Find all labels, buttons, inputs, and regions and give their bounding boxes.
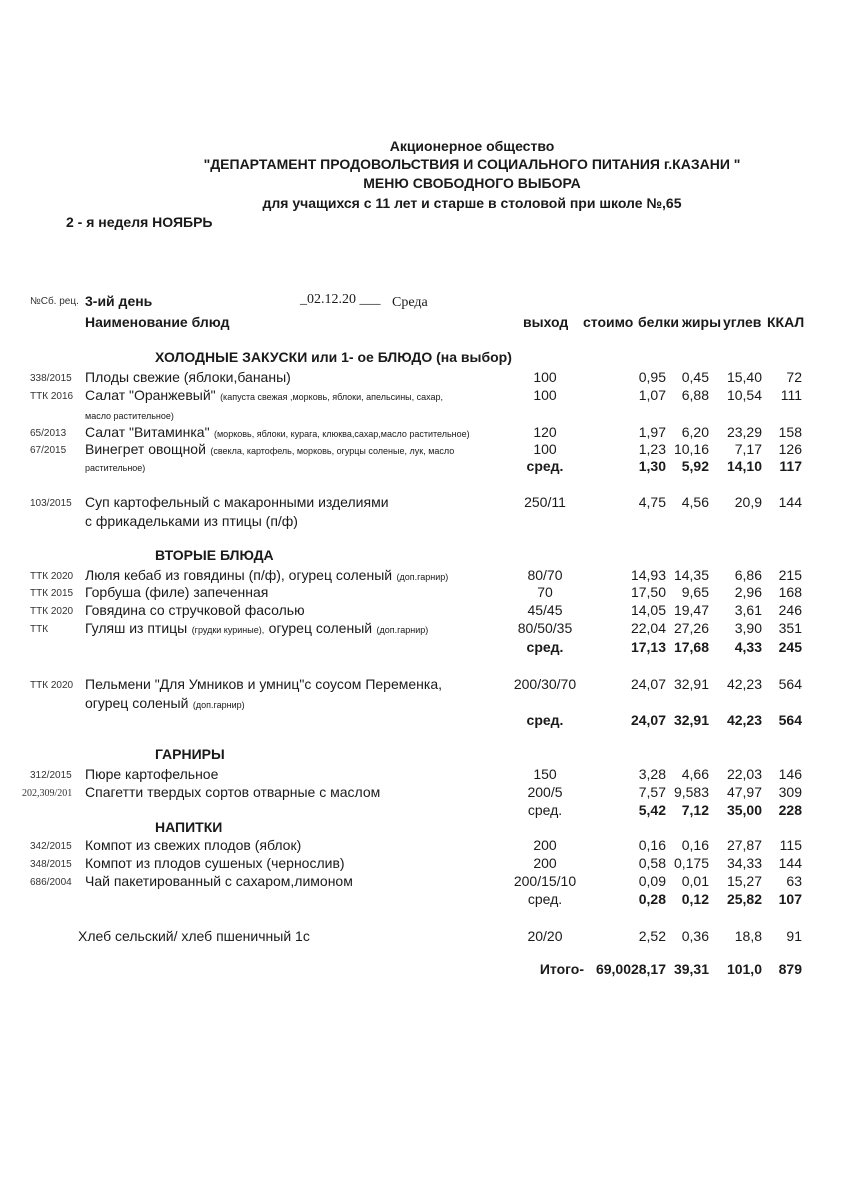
dish-output: 100: [533, 441, 557, 457]
org-name: "ДЕПАРТАМЕНТ ПРОДОВОЛЬСТВИЯ И СОЦИАЛЬНОГО ПИТАНИЯ г.КАЗАНИ ": [203, 156, 741, 172]
dish-output: 100: [533, 387, 557, 403]
recipe-code: 65/2013: [30, 428, 67, 439]
dish-output: 250/11: [524, 494, 566, 510]
dish-name-cont: с фрикадельками из птицы (п/ф): [85, 513, 298, 529]
dish-protein: 14,05: [630, 602, 666, 618]
dish-kcal: 215: [778, 567, 802, 583]
dish-fat: 6,88: [681, 387, 709, 403]
col-kcal: ККАЛ: [767, 314, 805, 330]
dish-note: (доп.гарнир): [192, 700, 245, 710]
avg-protein: 5,42: [638, 802, 666, 818]
menu-subtitle: для учащихся с 11 лет и старше в столовой при школе №,65: [262, 195, 682, 211]
dish-output: 200/15/10: [513, 873, 577, 889]
recipe-code: 312/2015: [30, 770, 72, 781]
section-cold-appetizers: ХОЛОДНЫЕ ЗАКУСКИ или 1- ое БЛЮДО (на выбор): [155, 349, 512, 365]
dish-name: Пюре картофельное: [85, 766, 219, 782]
dish-protein: 1,97: [638, 424, 666, 440]
avg-fat: 7,12: [681, 802, 709, 818]
col-fat: жиры: [682, 314, 722, 330]
avg-kcal: 117: [779, 458, 802, 474]
dish-note: (доп.гарнир): [396, 572, 449, 582]
dish-output: 45/45: [527, 602, 563, 618]
dish-kcal: 564: [778, 676, 802, 692]
recipe-code: 338/2015: [30, 373, 72, 384]
dish-carbs: 15,40: [726, 369, 762, 385]
dish-protein: 7,57: [638, 784, 666, 800]
dish-ingredients: (морковь, яблоки, курага, клюква,сахар,масло растительное): [214, 429, 470, 439]
dish-name: Горбуша (филе) запеченная: [85, 584, 269, 600]
dish-protein: 2,52: [638, 928, 666, 944]
dish-fat: 9,65: [681, 584, 709, 600]
dish-fat: 4,56: [681, 494, 709, 510]
total-fat: 39,31: [673, 961, 709, 977]
dish-name: Салат "Витаминка": [85, 424, 210, 440]
recipe-code: 67/2015: [30, 445, 67, 456]
dish-name-cont: огурец соленый: [85, 695, 189, 711]
dish-protein: 0,95: [638, 369, 666, 385]
avg-protein: 0,28: [638, 891, 666, 907]
dish-carbs: 3,90: [734, 620, 762, 636]
avg-kcal: 107: [778, 891, 802, 907]
dish-ingredients: (капуста свежая ,морковь, яблоки, апельсины, сахар,: [220, 392, 444, 402]
recipe-code: 348/2015: [30, 859, 72, 870]
dish-name: Компот из свежих плодов (яблок): [85, 837, 302, 853]
dish-name: Хлеб сельский/ хлеб пшеничный 1с: [78, 928, 310, 944]
dish-kcal: 115: [779, 837, 802, 853]
dish-protein: 1,07: [638, 387, 666, 403]
recipe-code: 202,309/201: [22, 788, 73, 799]
recipe-code: 342/2015: [30, 841, 72, 852]
dish-fat: 0,45: [681, 369, 709, 385]
section-main-courses: ВТОРЫЕ БЛЮДА: [155, 547, 274, 563]
dish-output: 200: [533, 855, 557, 871]
dish-carbs: 27,87: [726, 837, 762, 853]
dish-name-row: [85, 387, 443, 405]
dish-kcal: 158: [778, 424, 802, 440]
total-protein: 28,17: [630, 961, 666, 977]
dish-name-row: [85, 424, 470, 442]
avg-label: сред.: [526, 458, 564, 474]
avg-label: сред.: [527, 802, 563, 818]
avg-kcal: 228: [778, 802, 802, 818]
dish-kcal: 351: [778, 620, 802, 636]
dish-output: 150: [533, 766, 557, 782]
avg-label: сред.: [526, 712, 564, 728]
col-carbs: углев: [723, 314, 762, 330]
dish-carbs: 15,27: [726, 873, 762, 889]
recipe-code: ТТК 2015: [30, 588, 74, 599]
dish-output: 200/30/70: [513, 676, 577, 692]
avg-fat: 17,68: [673, 639, 709, 655]
total-label: Итого-: [539, 961, 584, 977]
dish-carbs: 34,33: [726, 855, 762, 871]
dish-ingredients-cont: масло растительное): [85, 411, 174, 421]
avg-carbs: 4,33: [734, 639, 762, 655]
dish-name: Салат "Оранжевый": [85, 387, 216, 403]
dish-output: 80/70: [527, 567, 563, 583]
section-drinks: НАПИТКИ: [155, 819, 223, 835]
dish-kcal: 91: [786, 928, 802, 944]
dish-fat: 0,01: [681, 873, 709, 889]
org-type: Акционерное общество: [389, 138, 555, 154]
dish-protein: 1,23: [638, 441, 666, 457]
avg-carbs: 25,82: [726, 891, 762, 907]
dish-name: Плоды свежие (яблоки,бананы): [85, 369, 291, 385]
dish-kcal: 168: [778, 584, 802, 600]
dish-name: Говядина со стручковой фасолью: [85, 602, 305, 618]
dish-output: 200: [533, 837, 557, 853]
dish-fat: 14,35: [673, 567, 709, 583]
dish-name-row: [85, 620, 428, 638]
dish-kcal: 72: [786, 369, 802, 385]
dish-carbs: 2,96: [734, 584, 762, 600]
dish-name: Люля кебаб из говядины (п/ф), огурец соленый: [85, 567, 393, 583]
dish-fat: 0,16: [681, 837, 709, 853]
avg-label: сред.: [526, 639, 564, 655]
col-protein: белки: [638, 314, 679, 330]
dish-name-part: огурец соленый: [268, 620, 373, 636]
dish-name-row: [85, 441, 454, 459]
dish-name: Суп картофельный с макаронными изделиями: [85, 494, 389, 510]
dish-protein: 3,28: [638, 766, 666, 782]
avg-carbs: 35,00: [726, 802, 762, 818]
avg-carbs: 42,23: [726, 712, 762, 728]
dish-kcal: 144: [778, 855, 802, 871]
dish-kcal: 111: [780, 387, 802, 403]
avg-kcal: 245: [778, 639, 802, 655]
dish-fat: 6,20: [681, 424, 709, 440]
dish-kcal: 146: [778, 766, 802, 782]
dish-fat: 4,66: [681, 766, 709, 782]
avg-fat: 5,92: [681, 458, 709, 474]
dish-kcal: 144: [778, 494, 802, 510]
col-cost: стоимо: [583, 314, 634, 330]
col-name: Наименование блюд: [85, 314, 230, 330]
avg-fat: 32,91: [673, 712, 709, 728]
recipe-number-label: №Сб. рец.: [30, 296, 79, 307]
dish-fat: 0,36: [681, 928, 709, 944]
dish-protein: 0,58: [638, 855, 666, 871]
recipe-code: ТТК 2020: [30, 571, 74, 582]
total-carbs: 101,0: [726, 961, 762, 977]
dish-name-row: [85, 567, 448, 585]
dish-protein: 17,50: [630, 584, 666, 600]
dish-protein: 22,04: [630, 620, 666, 636]
dish-carbs: 7,17: [734, 441, 762, 457]
recipe-code: ТТК 2020: [30, 680, 74, 691]
dish-output: 120: [533, 424, 557, 440]
dish-carbs: 20,9: [734, 494, 762, 510]
dish-name: Чай пакетированный с сахаром,лимоном: [85, 873, 353, 889]
weekday: Среда: [392, 295, 428, 310]
dish-name: Винегрет овощной: [85, 441, 206, 457]
dish-protein: 4,75: [638, 494, 666, 510]
day-label: 3-ий день: [85, 293, 153, 309]
dish-carbs: 47,97: [726, 784, 762, 800]
dish-kcal: 309: [778, 784, 802, 800]
dish-carbs: 22,03: [726, 766, 762, 782]
dish-fat: 9,583: [673, 784, 709, 800]
dish-output: 20/20: [527, 928, 563, 944]
dish-fat: 19,47: [673, 602, 709, 618]
dish-name: Гуляш из птицы: [85, 620, 188, 636]
avg-carbs: 14,10: [726, 458, 762, 474]
avg-protein: 1,30: [638, 458, 666, 474]
recipe-code: ТТК 2016: [30, 391, 74, 402]
dish-ingredients-cont: растительное): [85, 463, 146, 473]
dish-fat: 10,16: [673, 441, 709, 457]
section-side-dishes: ГАРНИРЫ: [155, 746, 225, 762]
dish-carbs: 6,86: [734, 567, 762, 583]
avg-protein: 24,07: [630, 712, 666, 728]
avg-protein: 17,13: [630, 639, 666, 655]
recipe-code: 686/2004: [30, 877, 72, 888]
dish-protein: 0,09: [638, 873, 666, 889]
dish-output: 200/5: [527, 784, 563, 800]
dish-note: (доп.гарнир): [376, 625, 429, 635]
dish-name: Компот из плодов сушеных (чернослив): [85, 855, 345, 871]
dish-carbs: 18,8: [734, 928, 762, 944]
dish-name-row: [85, 695, 245, 713]
dish-output: 100: [533, 369, 557, 385]
dish-fat: 0,175: [673, 855, 709, 871]
dish-ingredients: (свекла, картофель, морковь, огурцы соленые, лук, масло: [210, 446, 455, 456]
avg-label: сред.: [527, 891, 563, 907]
week-label: 2 - я неделя НОЯБРЬ: [66, 214, 213, 230]
dish-carbs: 10,54: [726, 387, 762, 403]
dish-carbs: 42,23: [726, 676, 762, 692]
dish-output: 80/50/35: [517, 620, 573, 636]
recipe-code: 103/2015: [30, 498, 72, 509]
dish-note: (грудки куриные),: [191, 625, 265, 635]
total-kcal: 879: [778, 961, 802, 977]
recipe-code: ТТК 2020: [30, 606, 74, 617]
dish-name: Пельмени "Для Умников и умниц"с соусом Переменка,: [85, 676, 442, 692]
dish-kcal: 126: [778, 441, 802, 457]
dish-fat: 27,26: [673, 620, 709, 636]
dish-protein: 14,93: [630, 567, 666, 583]
dish-carbs: 23,29: [726, 424, 762, 440]
dish-carbs: 3,61: [734, 602, 762, 618]
avg-kcal: 564: [778, 712, 802, 728]
menu-title: МЕНЮ СВОБОДНОГО ВЫБОРА: [363, 175, 581, 191]
avg-fat: 0,12: [681, 891, 709, 907]
dish-fat: 32,91: [673, 676, 709, 692]
dish-output: 70: [537, 584, 553, 600]
recipe-code: ТТК: [30, 624, 49, 635]
dish-name: Спагетти твердых сортов отварные с маслом: [85, 784, 381, 800]
dish-protein: 0,16: [638, 837, 666, 853]
dish-kcal: 246: [778, 602, 802, 618]
col-output: выход: [523, 314, 569, 330]
dish-kcal: 63: [786, 873, 802, 889]
menu-date: _02.12.20 ___: [300, 292, 381, 307]
total-cost: 69,00: [595, 961, 631, 977]
dish-protein: 24,07: [630, 676, 666, 692]
